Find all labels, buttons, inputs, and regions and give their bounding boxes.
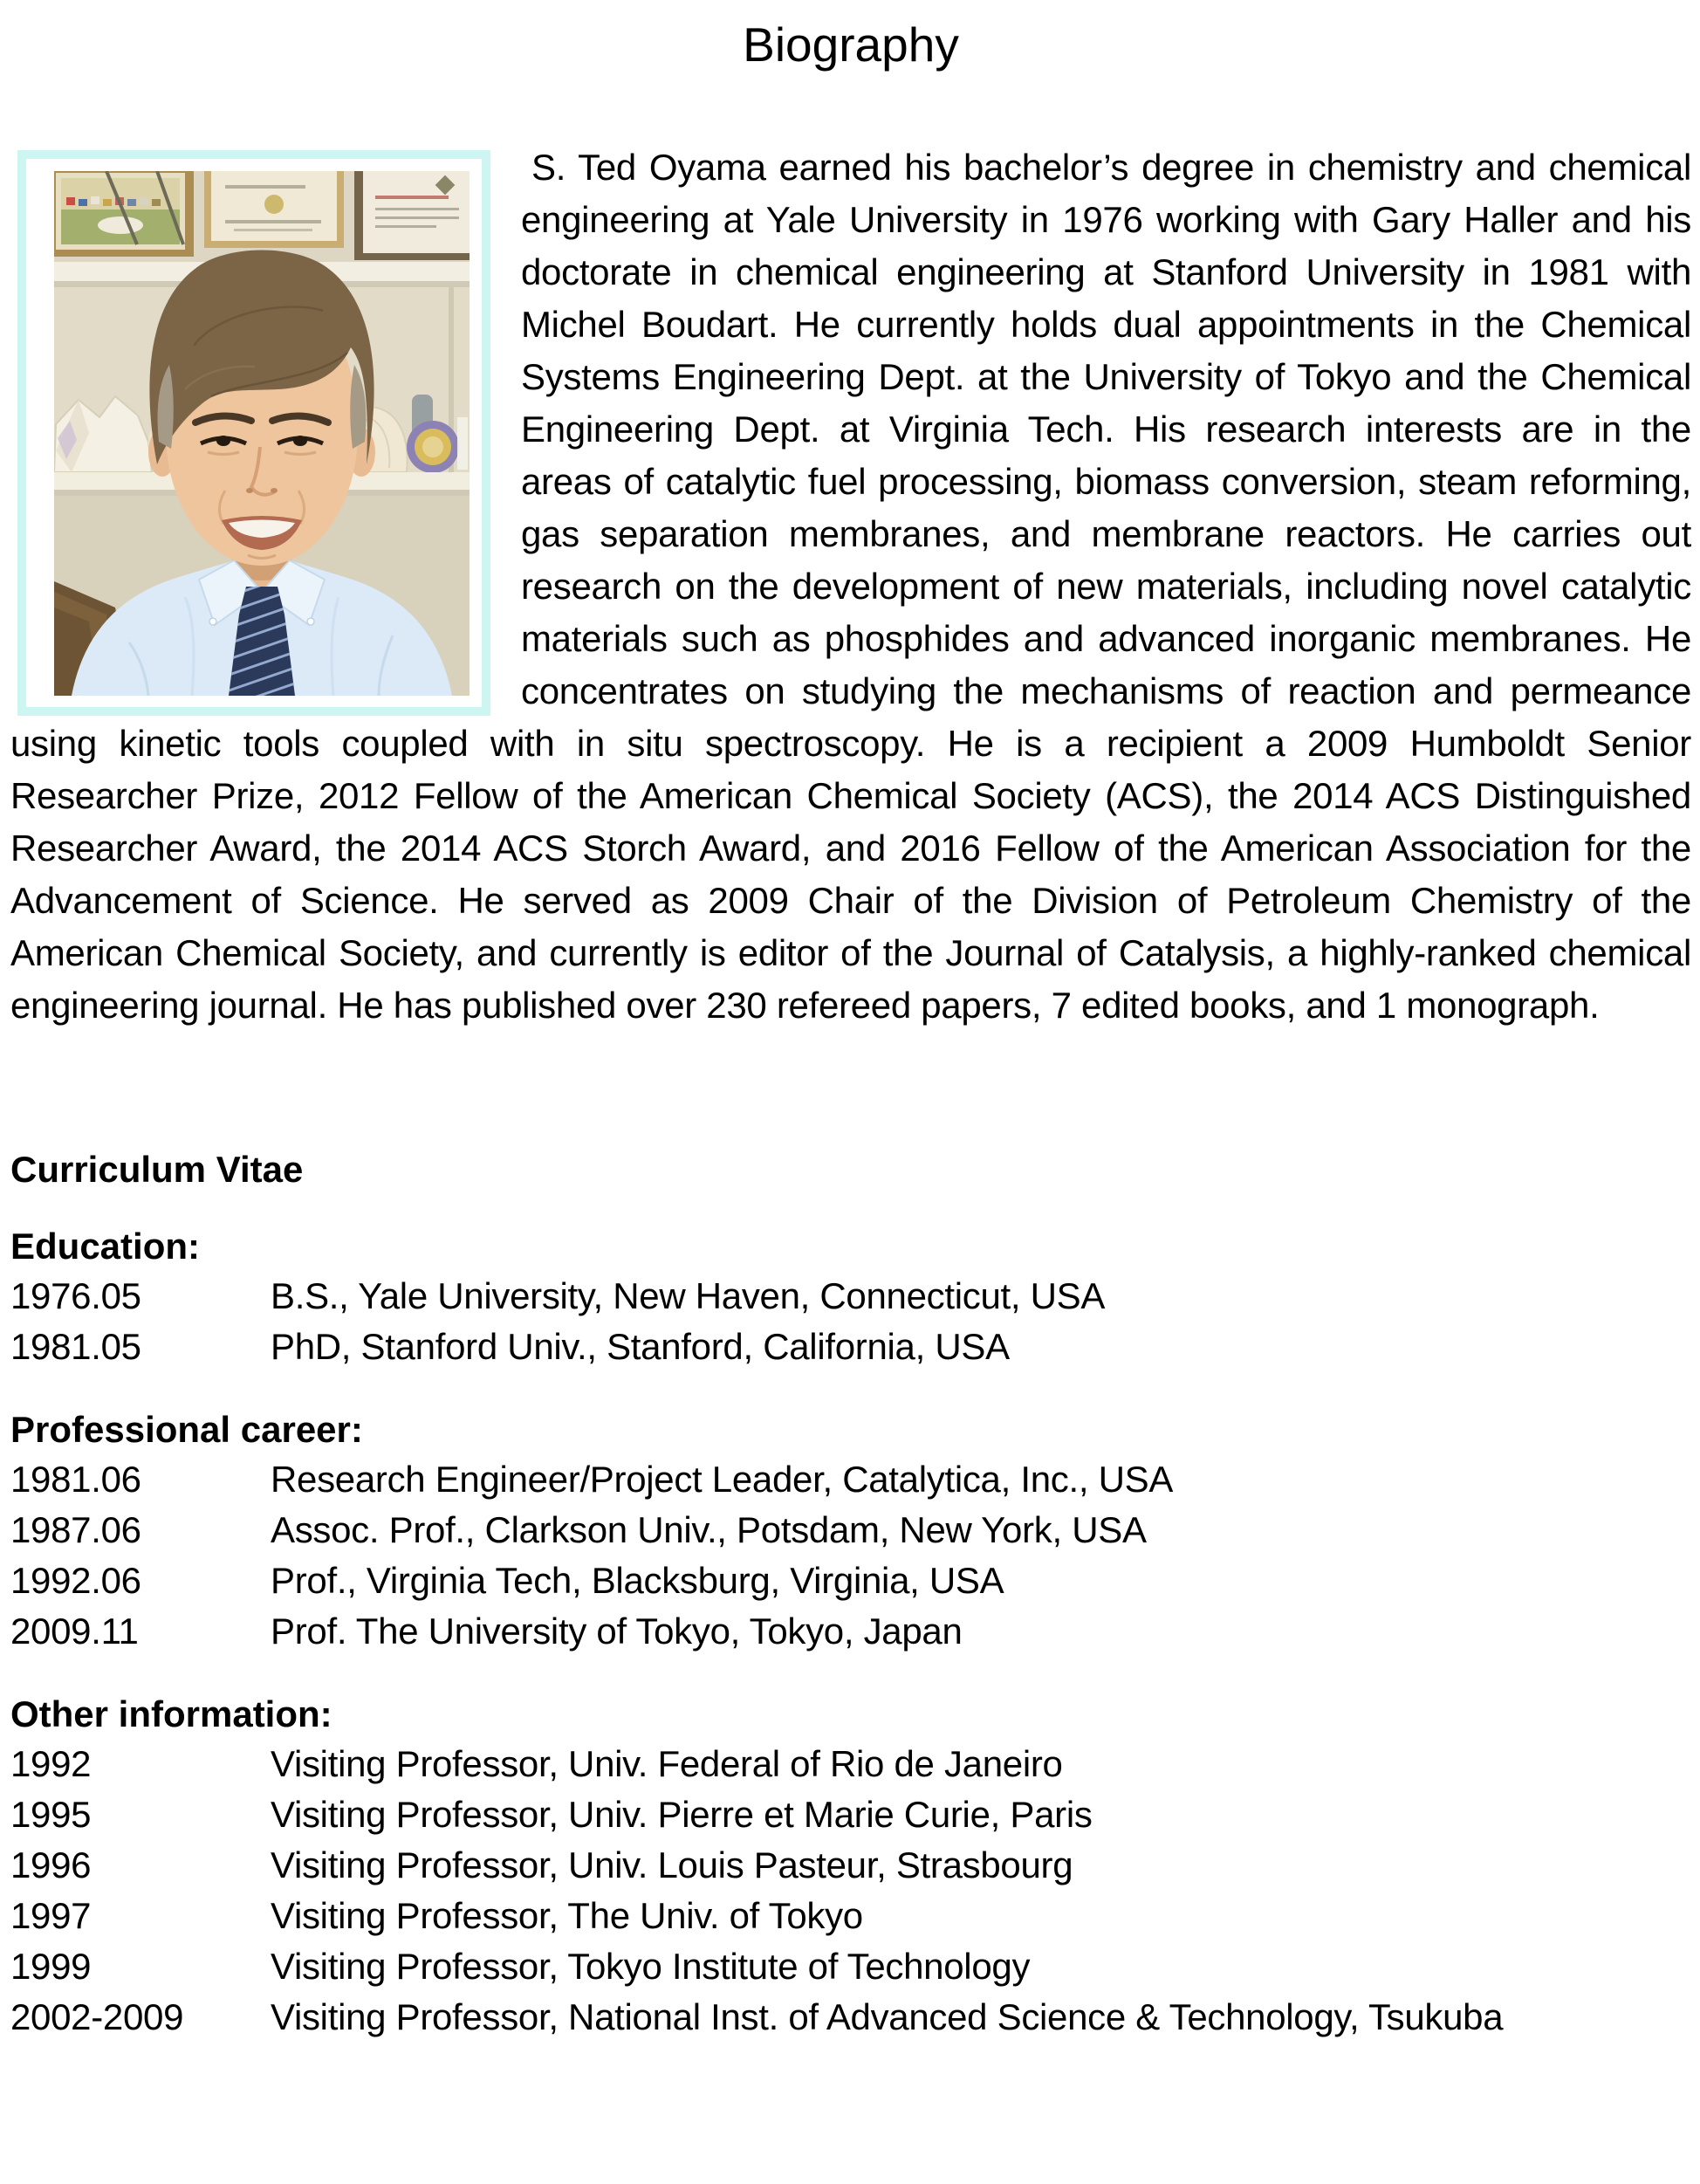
cv-row-year: 1981.06 xyxy=(10,1459,141,1500)
cv-row xyxy=(10,1789,1691,1840)
cv-row xyxy=(10,1556,1691,1606)
portrait-photo xyxy=(54,171,470,696)
cv-row xyxy=(10,1454,1691,1505)
biography-paragraph: S. Ted Oyama earned his bachelor’s degree in chemistry and chemical engineering at Yale University in 1976 working with Gary Haller and his doctorate in chemical engineering at Stanford University in 1981 with Michel Boudart. He currently holds dual appointments in the Chemical Systems Engineering Dept. at the University of Tokyo and the Chemical Engineering Dept. at Virginia Tech. His research interests are in the areas of catalytic fuel processing, biomass conversion, steam reforming, gas separation membranes, and membrane reactors. He carries out research on the development of new materials, including novel catalytic materials such as phosphides and advanced inorganic membranes. He concentrates on studying the mechanisms of reaction and permeance using kinetic tools coupled with in situ spectroscopy. He is a recipient a 2009 Humboldt Senior Researcher Prize, 2012 Fellow of the American Chemical Society (ACS), the 2014 ACS Distinguished Researcher Award, the 2014 ACS Storch Award, and 2016 Fellow of the American Association for the Advancement of Science. He served as 2009 Chair of the Division of Petroleum Chemistry of the American Chemical Society, and currently is editor of the Journal of Catalysis, a highly-ranked chemical engineering journal. He has published over 230 refereed papers, 7 edited books, and 1 monograph. xyxy=(10,147,1691,1026)
cv-row-text: Prof., Virginia Tech, Blacksburg, Virginia, USA xyxy=(271,1560,1004,1601)
cv-row xyxy=(10,1322,1691,1372)
cv-row-text: Prof. The University of Tokyo, Tokyo, Japan xyxy=(271,1611,963,1652)
cv-row xyxy=(10,1992,1691,2043)
cv-row-text: Visiting Professor, The Univ. of Tokyo xyxy=(271,1895,863,1936)
cv-row-year: 1997 xyxy=(10,1895,92,1936)
cv-row xyxy=(10,1840,1691,1891)
cv-row-year: 1995 xyxy=(10,1794,92,1835)
cv-row-text: PhD, Stanford Univ., Stanford, California, USA xyxy=(271,1326,1010,1367)
cv-row-text: Visiting Professor, National Inst. of Advanced Science & Technology, Tsukuba xyxy=(271,1996,1504,2037)
cv-row xyxy=(10,1891,1691,1941)
cv-row-year: 2002-2009 xyxy=(10,1996,184,2037)
section-heading-education: Education: xyxy=(10,1226,200,1267)
cv-row-text: Visiting Professor, Univ. Pierre et Marie Curie, Paris xyxy=(271,1794,1093,1835)
cv-row xyxy=(10,1271,1691,1322)
cv-row-text: Research Engineer/Project Leader, Catalytica, Inc., USA xyxy=(271,1459,1174,1500)
cv-row-year: 1996 xyxy=(10,1844,92,1885)
cv-row xyxy=(10,1941,1691,1992)
cv-row-text: B.S., Yale University, New Haven, Connecticut, USA xyxy=(271,1275,1106,1316)
cv-row-text: Assoc. Prof., Clarkson Univ., Potsdam, New York, USA xyxy=(271,1509,1147,1550)
cv-row xyxy=(10,1606,1691,1657)
cv-row-year: 1981.05 xyxy=(10,1326,141,1367)
cv-row-text: Visiting Professor, Univ. Federal of Rio de Janeiro xyxy=(271,1743,1063,1784)
cv-row xyxy=(10,1505,1691,1556)
cv-row-text: Visiting Professor, Tokyo Institute of Technology xyxy=(271,1946,1031,1987)
section-heading-other-information: Other information: xyxy=(10,1693,332,1734)
cv-row-year: 1976.05 xyxy=(10,1275,141,1316)
cv-row xyxy=(10,1739,1691,1789)
cv-row-year: 1987.06 xyxy=(10,1509,141,1550)
section-heading-professional-career: Professional career: xyxy=(10,1409,363,1450)
cv-section-professional-career xyxy=(10,1411,1691,1657)
bio-block xyxy=(10,141,1691,1032)
portrait-photo-frame xyxy=(17,150,490,716)
cv-heading: Curriculum Vitae xyxy=(10,1149,304,1190)
cv-section-other-information xyxy=(10,1695,1691,2043)
cv-section-education xyxy=(10,1227,1691,1372)
cv-row-year: 1999 xyxy=(10,1946,92,1987)
cv-row-year: 1992.06 xyxy=(10,1560,141,1601)
cv-row-year: 1992 xyxy=(10,1743,92,1784)
cv-row-year: 2009.11 xyxy=(10,1611,139,1652)
page-title: Biography xyxy=(743,17,959,72)
cv-row-text: Visiting Professor, Univ. Louis Pasteur, Strasbourg xyxy=(271,1844,1073,1885)
